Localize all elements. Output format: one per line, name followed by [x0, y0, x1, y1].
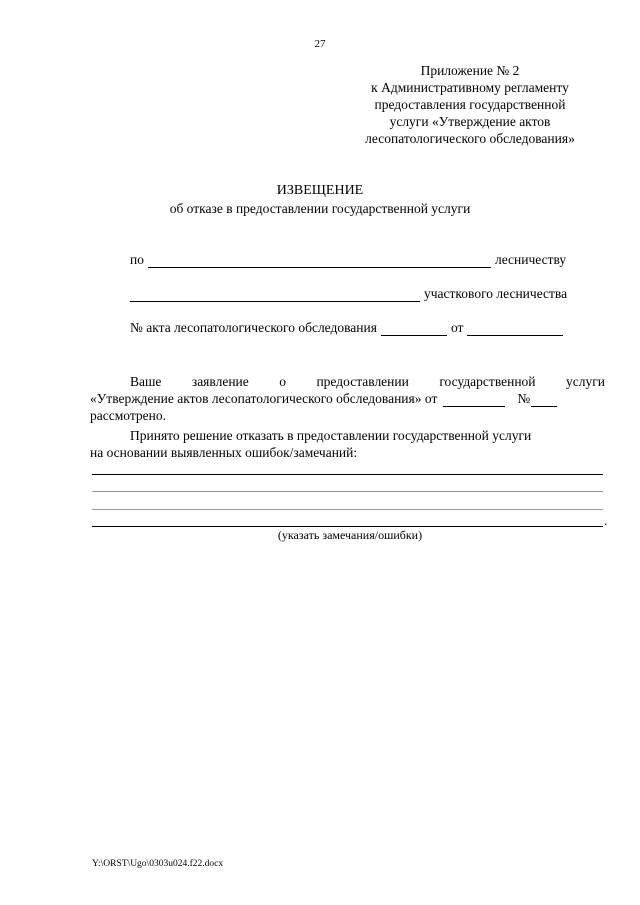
document-subtitle: об отказе в предоставлении государственной услуги [169, 201, 471, 216]
remarks-line-4[interactable] [92, 526, 603, 527]
appendix-line-2: к Административному регламенту [371, 80, 569, 95]
remarks-caption: (указать замечания/ошибки) [277, 528, 423, 542]
act-number-blank[interactable] [381, 323, 447, 336]
file-path-footer: Y:\ORST\Ugo\0303u024.f22.docx [92, 859, 224, 869]
district-field-row [130, 286, 590, 302]
para2-line2: на основании выявленных ошибок/замечаний: [90, 445, 358, 460]
paragraph-application [90, 373, 605, 424]
para1-line1 [90, 373, 605, 390]
forestry-blank[interactable] [148, 255, 491, 268]
act-from-label: от [450, 320, 464, 335]
remarks-line-1[interactable] [92, 474, 603, 475]
para1-word: заявление [191, 374, 249, 389]
forestry-field-row [130, 252, 580, 268]
para1-line3: рассмотрено. [90, 408, 166, 423]
forestry-suffix: лесничеству [494, 252, 567, 267]
act-date-blank[interactable] [467, 323, 563, 336]
remarks-line-2[interactable] [92, 491, 603, 492]
application-number-blank[interactable] [531, 394, 557, 407]
page-number: 27 [314, 38, 326, 50]
para1-word: Ваше [130, 374, 162, 389]
paragraph-decision [90, 427, 605, 461]
act-label: № акта лесопатологического обследования [130, 320, 377, 335]
appendix-line-4: услуги «Утверждение актов [389, 114, 551, 129]
district-blank[interactable] [130, 289, 420, 302]
appendix-line-3: предоставления государственной [374, 97, 566, 112]
para1-word: услуги [566, 374, 605, 389]
para1-line2-text: «Утверждение актов лесопатологического обследования» от [90, 391, 438, 406]
document-title: ИЗВЕЩЕНИЕ [276, 183, 364, 198]
appendix-line-1: Приложение № 2 [420, 63, 520, 78]
application-number-sign: № [517, 391, 531, 406]
appendix-block [340, 62, 600, 147]
para2-line1: Принято решение отказать в предоставлении государственной услуги [130, 428, 532, 443]
remarks-end-dot: . [604, 513, 608, 528]
para1-word: о [279, 374, 286, 389]
application-date-blank[interactable] [443, 394, 505, 407]
forestry-prefix: по [130, 252, 144, 267]
appendix-line-5: лесопатологического обследования» [365, 131, 575, 146]
remarks-line-3[interactable] [92, 509, 603, 510]
para1-word: государственной [439, 374, 536, 389]
act-field-row [130, 320, 600, 336]
para1-line2 [90, 390, 605, 407]
district-suffix: участкового лесничества [424, 286, 568, 301]
para1-word: предоставлении [316, 374, 409, 389]
